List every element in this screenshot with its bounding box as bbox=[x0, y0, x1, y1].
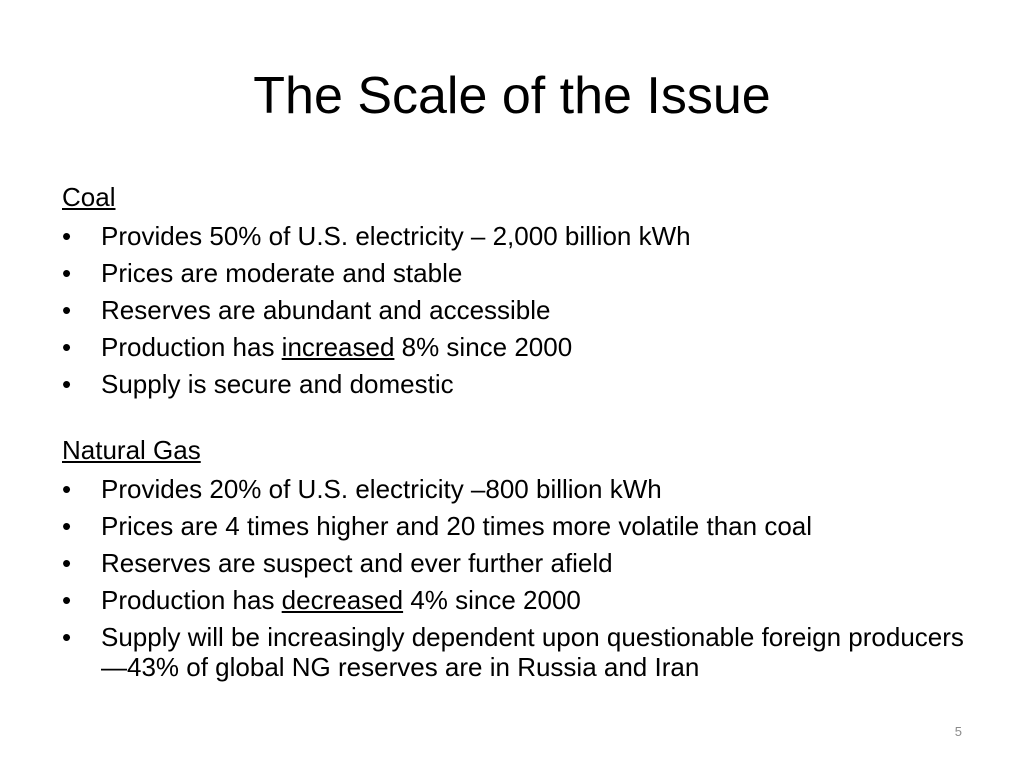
bullet-marker: • bbox=[62, 474, 72, 504]
slide-title: The Scale of the Issue bbox=[253, 67, 771, 125]
gas-bullet-text-after: 4% since 2000 bbox=[403, 585, 581, 615]
coal-bullet-emphasis: increased bbox=[281, 332, 395, 362]
slide-body bbox=[62, 180, 972, 682]
coal-bullet-text: Reserves are abundant and accessible bbox=[101, 295, 551, 325]
gas-bullet-emphasis: decreased bbox=[281, 585, 404, 615]
coal-bullet-text: Supply is secure and domestic bbox=[101, 369, 454, 399]
bullet-marker: • bbox=[62, 511, 72, 541]
section-spacer bbox=[62, 399, 972, 433]
coal-bullet-text: Prices are moderate and stable bbox=[101, 258, 463, 288]
coal-bullet-text: Provides 50% of U.S. electricity – 2,000 billion kWh bbox=[101, 221, 691, 251]
coal-bullet bbox=[62, 295, 972, 325]
coal-bullet bbox=[62, 258, 972, 288]
bullet-marker: • bbox=[62, 258, 72, 288]
natural-gas-heading: Natural Gas bbox=[62, 435, 201, 465]
bullet-marker: • bbox=[62, 585, 72, 615]
gas-bullet-text: Reserves are suspect and ever further afield bbox=[101, 548, 613, 578]
gas-bullet-text: Supply will be increasingly dependent upon questionable foreign producers—43% of global NG reserves are in Russia and Iran bbox=[101, 622, 964, 682]
bullet-marker: • bbox=[62, 332, 72, 362]
bullet-marker: • bbox=[62, 622, 72, 652]
slide-number: 5 bbox=[954, 724, 962, 739]
coal-bullet-text-before: Production has bbox=[101, 332, 282, 362]
coal-bullet bbox=[62, 369, 972, 399]
coal-heading: Coal bbox=[62, 182, 116, 212]
gas-bullet-text: Provides 20% of U.S. electricity –800 billion kWh bbox=[101, 474, 662, 504]
bullet-marker: • bbox=[62, 295, 72, 325]
gas-bullet bbox=[62, 585, 972, 615]
coal-bullet bbox=[62, 332, 972, 362]
coal-bullet bbox=[62, 221, 972, 251]
bullet-marker: • bbox=[62, 548, 72, 578]
gas-bullet bbox=[62, 474, 972, 504]
gas-bullet bbox=[62, 511, 972, 541]
coal-bullet-text-after: 8% since 2000 bbox=[394, 332, 573, 362]
bullet-marker: • bbox=[62, 221, 72, 251]
gas-bullet-text: Prices are 4 times higher and 20 times more volatile than coal bbox=[101, 511, 813, 541]
gas-bullet bbox=[62, 548, 972, 578]
bullet-marker: • bbox=[62, 369, 72, 399]
gas-bullet bbox=[62, 622, 972, 682]
gas-bullet-text-before: Production has bbox=[101, 585, 282, 615]
